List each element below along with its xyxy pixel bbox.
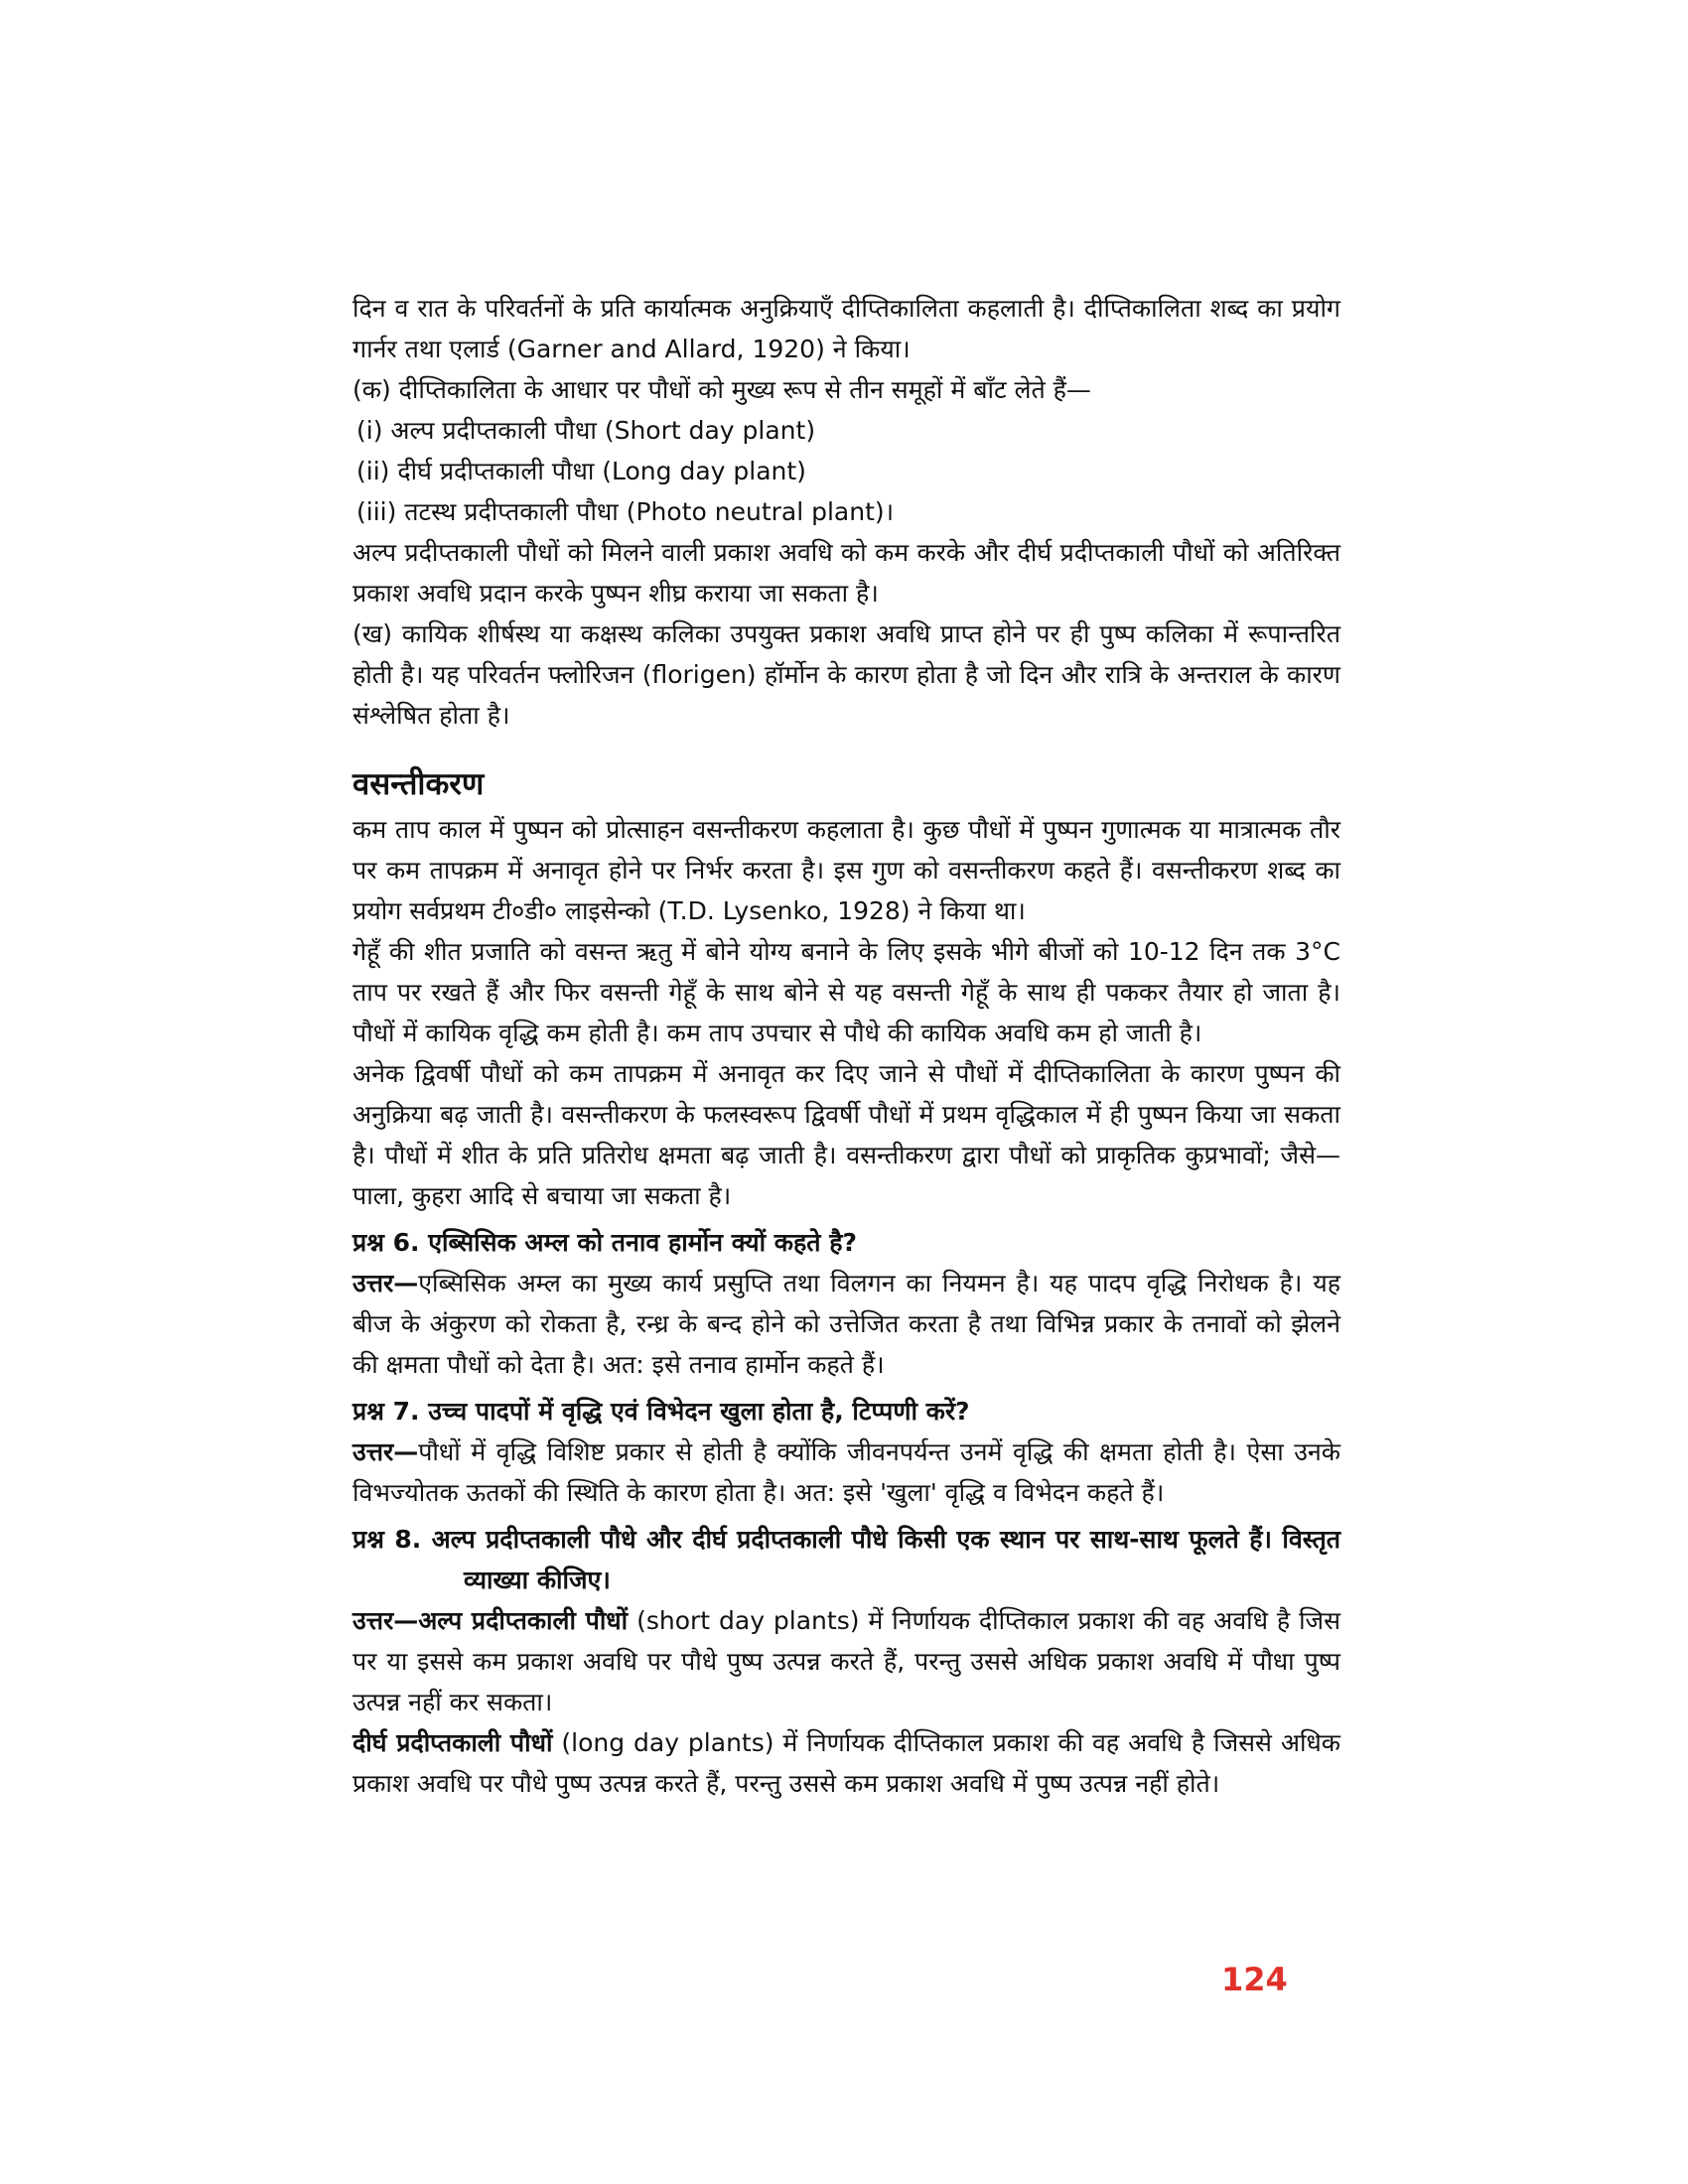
answer-7-text: पौधों में वृद्धि विशिष्ट प्रकार से होती है क्योंकि जीवनपर्यन्त उनमें वृद्धि की क्षमता होती है। ऐसा उनके विभज्योतक ऊतकों की स्थिति के कारण होता है। अत: इसे 'खुला' वृद्धि व विभेदन कहते हैं। — [352, 1437, 1340, 1507]
list-item-neutral: (iii) तटस्थ प्रदीप्तकाली पौधा (Photo neutral plant)। — [356, 497, 895, 526]
answer-6 — [352, 1263, 1340, 1385]
answer-8-long-day — [352, 1722, 1340, 1804]
paragraph-vernalization-definition: कम ताप काल में पुष्पन को प्रोत्साहन वसन्तीकरण कहलाता है। कुछ पौधों में पुष्पन गुणात्मक या मात्रात्मक तौर पर कम तापक्रम में अनावृत होने पर निर्भर करता है। इस गुण को वसन्तीकरण कहते हैं। वसन्तीकरण शब्द का प्रयोग सर्वप्रथम टी०डी० लाइसेन्को (T.D. Lysenko, 1928) ने किया था। — [352, 815, 1340, 925]
paragraph-florigen: (ख) कायिक शीर्षस्थ या कक्षस्थ कलिका उपयुक्त प्रकाश अवधि प्राप्त होने पर ही पुष्प कलिका में रूपान्तरित होती है। यह परिवर्तन फ्लोरिजन (florigen) हॉर्मोन के कारण होता है जो दिन और रात्रि के अन्तराल के कारण संश्लेषित होता है। — [352, 619, 1340, 730]
paragraph-biennial-plants: अनेक द्विवर्षी पौधों को कम तापक्रम में अनावृत कर दिए जाने से पौधों में दीप्तिकालिता के कारण पुष्पन की अनुक्रिया बढ़ जाती है। वसन्तीकरण के फलस्वरूप द्विवर्षी पौधों में प्रथम वृद्धिकाल में ही पुष्पन किया जा सकता है। पौधों में शीत के प्रति प्रतिरोध क्षमता बढ़ जाती है। वसन्तीकरण द्वारा पौधों को प्राकृतिक कुप्रभावों; जैसे—पाला, कुहरा आदि से बचाया जा सकता है। — [352, 1059, 1340, 1210]
list-item-short-day: (i) अल्प प्रदीप्तकाली पौधा (Short day plant) — [356, 416, 816, 445]
question-6: प्रश्न 6. एब्सिसिक अम्ल को तनाव हार्मोन क्यों कहते है? — [352, 1228, 858, 1257]
answer-8b-text: (long day plants) में निर्णायक दीप्तिकाल प्रकाश की वह अवधि है जिससे अधिक प्रकाश अवधि पर पौधे पुष्प उत्पन्न करते हैं, परन्तु उससे कम प्रकाश अवधि में पुष्प उत्पन्न नहीं होते। — [352, 1728, 1340, 1798]
answer-6-text: एब्सिसिक अम्ल का मुख्य कार्य प्रसुप्ति तथा विलगन का नियमन है। यह पादप वृद्धि निरोधक है। यह बीज के अंकुरण को रोकता है, रन्ध्र के बन्द होने को उत्तेजित करता है तथा विभिन्न प्रकार के तनावों को झेलने की क्षमता पौधों को देता है। अत: इसे तनाव हार्मोन कहते हैं। — [352, 1269, 1340, 1379]
answer-8b-label: दीर्घ प्रदीप्तकाली पौधों — [352, 1728, 553, 1757]
answer-7-label: उत्तर— — [352, 1437, 419, 1466]
question-7: प्रश्न 7. उच्च पादपों में वृद्धि एवं विभेदन खुला होता है, टिप्पणी करें? — [352, 1397, 970, 1426]
section-heading-vernalization: वसन्तीकरण — [352, 766, 485, 802]
answer-6-label: उत्तर— — [352, 1269, 419, 1297]
question-8: प्रश्न 8. अल्प प्रदीप्तकाली पौधे और दीर्घ प्रदीप्तकाली पौधे किसी एक स्थान पर साथ-साथ फूलते हैं। विस्तृत व्याख्या कीजिए। — [352, 1525, 1340, 1594]
paragraph-wheat-example: गेहूँ की शीत प्रजाति को वसन्त ऋतु में बोने योग्य बनाने के लिए इसके भीगे बीजों को 10-12 दिन तक 3°C ताप पर रखते हैं और फिर वसन्ती गेहूँ के साथ बोने से यह वसन्ती गेहूँ के साथ ही पककर तैयार हो जाता है। पौधों में कायिक वृद्धि कम होती है। कम ताप उपचार से पौधे की कायिक अवधि कम हो जाती है। — [352, 937, 1340, 1047]
page-number: 124 — [1221, 1961, 1288, 1998]
answer-8-text: (short day plants) में निर्णायक दीप्तिकाल प्रकाश की वह अवधि है जिस पर या इससे कम प्रकाश अवधि पर पौधे पुष्प उत्पन्न करते हैं, परन्तु उससे अधिक प्रकाश अवधि में पौधा पुष्प उत्पन्न नहीं कर सकता। — [352, 1606, 1340, 1716]
answer-8-label: उत्तर—अल्प प्रदीप्तकाली पौधों — [352, 1606, 629, 1635]
paragraph-photoperiodism-intro: दिन व रात के परिवर्तनों के प्रति कार्यात्मक अनुक्रियाएँ दीप्तिकालिता कहलाती है। दीप्तिकालिता शब्द का प्रयोग गार्नर तथा एलार्ड (Garner and Allard, 1920) ने किया। — [352, 294, 1340, 363]
list-item-long-day: (ii) दीर्घ प्रदीप्तकाली पौधा (Long day plant) — [356, 457, 806, 485]
page-content — [352, 288, 1340, 1804]
answer-8-short-day — [352, 1600, 1340, 1722]
paragraph-groups-intro: (क) दीप्तिकालिता के आधार पर पौधों को मुख्य रूप से तीन समूहों में बाँट लेते हैं— — [352, 375, 1091, 404]
answer-7 — [352, 1432, 1340, 1513]
paragraph-light-duration: अल्प प्रदीप्तकाली पौधों को मिलने वाली प्रकाश अवधि को कम करके और दीर्घ प्रदीप्तकाली पौधों को अतिरिक्त प्रकाश अवधि प्रदान करके पुष्पन शीघ्र कराया जा सकता है। — [352, 538, 1340, 608]
